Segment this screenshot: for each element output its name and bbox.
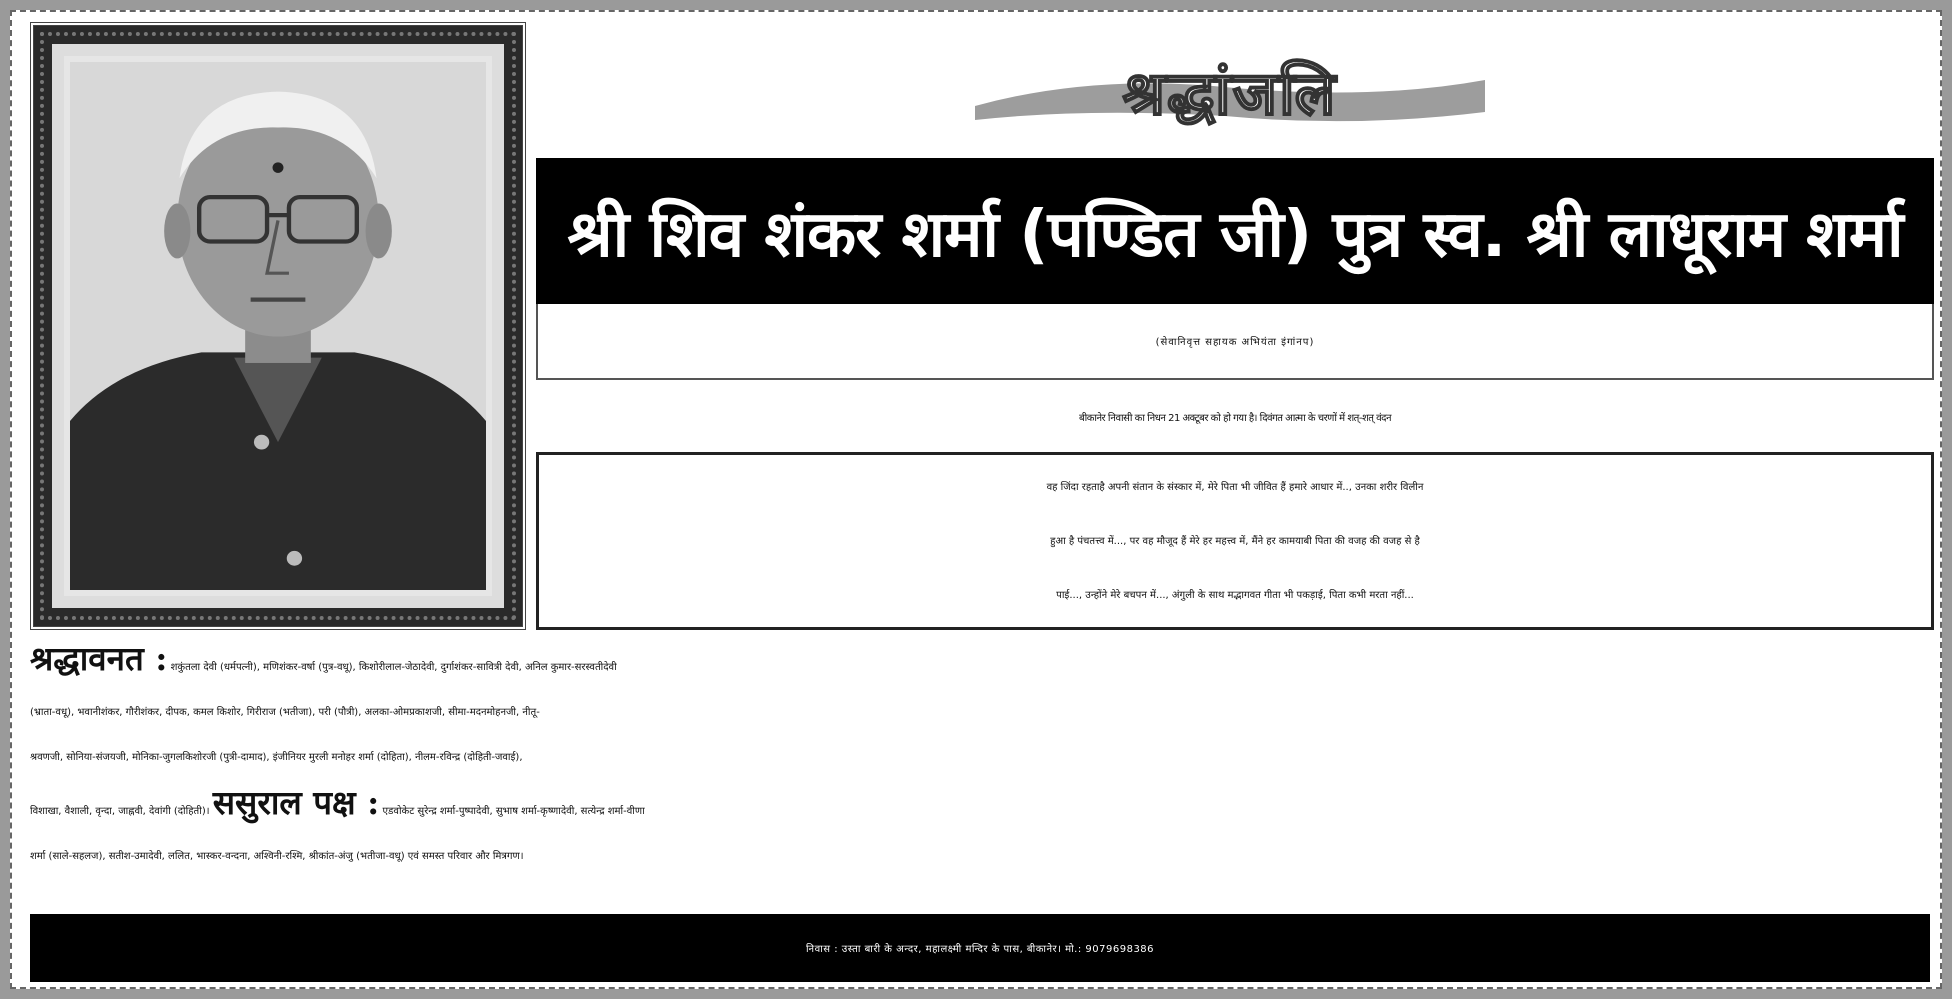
name-banner [536, 158, 1934, 304]
deceased-name: श्री शिव शंकर शर्मा (पण्डित जी) पुत्र स्व. श्री लाधूराम शर्मा [567, 197, 1903, 272]
heading-title: श्रद्धांजलि [1122, 59, 1338, 129]
mourners-list [30, 636, 1930, 879]
heading-banner [975, 48, 1485, 140]
mourners-line: श्रवणजी, सोनिया-संजयजी, मोनिका-जुगलकिशोरजी (पुत्री-दामाद), इंजीनियर मुरली मनोहर शर्मा (दोहिता), नीलम-रविन्द्र (दोहिती-जवाई), [30, 752, 523, 763]
demise-notice: बीकानेर निवासी का निधन 21 अक्टूबर को हो गया है। दिवंगत आत्मा के चरणों में शत्-शत् वंदन [1078, 413, 1392, 424]
mourners-line: शर्मा (साले-सहलज), सतीश-उमादेवी, ललित, भास्कर-वन्दना, अश्विनी-रश्मि, श्रीकांत-अंजु (भतीजा-वधू) एवं समस्त परिवार और मित्रगण। [30, 851, 524, 862]
mourners-label: श्रद्धावनत : [30, 639, 168, 678]
tribute-poem [536, 452, 1934, 630]
portrait-photo [64, 56, 492, 596]
poem-line: हुआ है पंचतत्त्व में..., पर वह मौजूद हैं मेरे हर महत्त्व में, मैंने हर कामयाबी पिता की वजह की वजह से है [1050, 536, 1420, 547]
portrait-frame [34, 26, 522, 626]
poem-line: वह जिंदा रहताहै अपनी संतान के संस्कार में, मेरे पिता भी जीवित हैं हमारे आधार में.., उनका शरीर विलीन [1046, 482, 1424, 493]
inlaws-label: ससुराल पक्ष : [212, 783, 380, 822]
poem-line: पाई..., उन्होंने मेरे बचपन में..., अंगुली के साथ मद्भागवत गीता भी पकड़ाई, पिता कभी मरता नहीं... [1056, 590, 1414, 601]
designation: (सेवानिवृत्त सहायक अभियंता इंगांनप) [536, 304, 1934, 380]
mourners-line: श्रद्धावनत : शकुंतला देवी (धर्मपत्नी), मणिशंकर-वर्षा (पुत्र-वधू), किशोरीलाल-जेठादेवी, दुर्गाशंकर-सावित्री देवी, अनिल कुमार-सरस्वतीदेवी [30, 639, 617, 678]
mourners-line: (भ्राता-वधू), भवानीशंकर, गौरीशंकर, दीपक, कमल किशोर, गिरीराज (भतीजा), परी (पौत्री), अलका-ओमप्रकाशजी, सीमा-मदनमोहनजी, नीतू- [30, 707, 540, 718]
mourners-line: विशाखा, वैशाली, वृन्दा, जाह्नवी, देवांगी (दोहिती)। ससुराल पक्ष : एडवोकेट सुरेन्द्र शर्मा-पुष्पादेवी, सुभाष शर्मा-कृष्णादेवी, सत्येन्द्र शर्मा-वीणा [30, 783, 645, 822]
address-footer: निवास : उस्ता बारी के अन्दर, महालक्ष्मी मन्दिर के पास, बीकानेर। मो.: 9079698386 [30, 914, 1930, 982]
